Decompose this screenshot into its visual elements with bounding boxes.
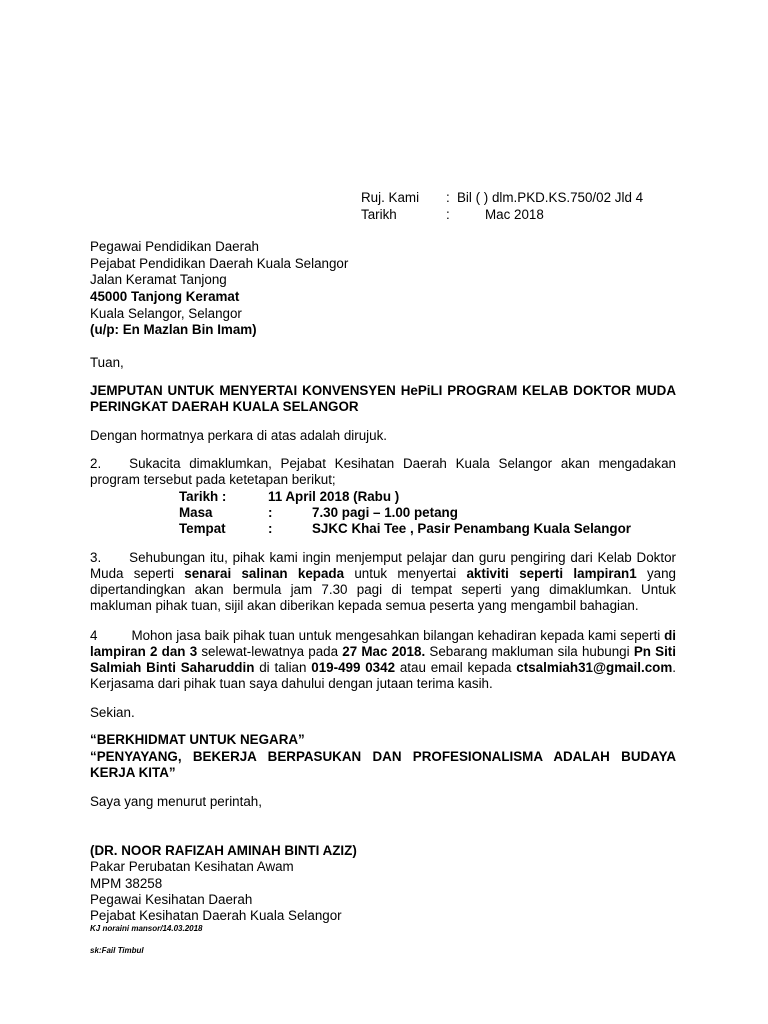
paragraph-4-text-5: atau email kepada: [395, 660, 517, 675]
paragraph-3-number: 3.: [90, 550, 102, 565]
paragraph-4-text-1: Mohon jasa baik pihak tuan untuk mengesahkan bilangan kehadiran kepada kami seperti: [131, 628, 665, 643]
paragraph-4-text-6: . Kerjasama dari pihak tuan saya dahului dengan jutaan terima kasih.: [90, 660, 676, 691]
paragraph-4-bold-3: Pn Siti Salmiah Binti Saharuddin: [90, 644, 676, 675]
ref-value: Bil ( ) dlm.PKD.KS.750/02 Jld 4: [457, 190, 644, 205]
address-line-2: Pejabat Pendidikan Daerah Kuala Selangor: [90, 256, 349, 271]
signatory-mpm: MPM 38258: [90, 876, 163, 891]
signatory-name: (DR. NOOR RAFIZAH AMINAH BINTI AZIZ): [90, 843, 357, 858]
paragraph-4: [90, 628, 676, 692]
paragraph-2: [90, 456, 676, 488]
paragraph-4-bold-2: 27 Mac 2018.: [342, 644, 426, 659]
event-time-colon: :: [268, 505, 273, 520]
attention-line: (u/p: En Mazlan Bin Imam): [90, 322, 257, 337]
copy-note: sk:Fail Timbul: [90, 946, 144, 955]
paragraph-4-text-4: di talian: [254, 660, 312, 675]
date-value: Mac 2018: [485, 207, 544, 222]
salutation: Tuan,: [90, 355, 124, 370]
address-line-3: Jalan Keramat Tanjong: [90, 272, 227, 287]
motto-line-1: “BERKHIDMAT UNTUK NEGARA”: [90, 732, 305, 747]
motto-line-2: “PENYAYANG, BEKERJA BERPASUKAN DAN PROFESIONALISMA ADALAH BUDAYA KERJA KITA”: [90, 749, 676, 780]
ref-label: Ruj. Kami: [361, 190, 420, 205]
signatory-office: Pejabat Kesihatan Daerah Kuala Selangor: [90, 908, 342, 923]
paragraph-2-text: Sukacita dimaklumkan, Pejabat Kesihatan Daerah Kuala Selangor akan mengadakan program tersebut pada ketetapan berikut;: [90, 456, 676, 487]
reference-initials: KJ noraini mansor/14.03.2018: [90, 924, 203, 933]
ref-colon: :: [446, 190, 450, 205]
paragraph-3-text-2: untuk menyertai: [344, 566, 467, 581]
address-line-5: Kuala Selangor, Selangor: [90, 306, 242, 321]
paragraph-2-number: 2.: [90, 456, 102, 471]
event-time-label: Masa: [179, 505, 213, 520]
paragraph-4-text-2: selewat-lewatnya pada: [197, 644, 343, 659]
event-venue-colon: :: [268, 521, 273, 536]
paragraph-4-text-3: Sebarang makluman sila hubungi: [425, 644, 634, 659]
signatory-title: Pakar Perubatan Kesihatan Awam: [90, 859, 294, 874]
paragraph-4-bold-1: di lampiran 2 dan 3: [90, 628, 676, 659]
signatory-position: Pegawai Kesihatan Daerah: [90, 892, 253, 907]
address-line-1: Pegawai Pendidikan Daerah: [90, 239, 259, 254]
date-colon: :: [446, 207, 450, 222]
date-label: Tarikh: [361, 207, 397, 222]
paragraph-4-number: 4: [90, 628, 98, 643]
closing-word: Sekian.: [90, 705, 135, 720]
event-time-value: 7.30 pagi – 1.00 petang: [312, 505, 458, 520]
address-line-4: 45000 Tanjong Keramat: [90, 289, 240, 304]
paragraph-3-bold-2: aktiviti seperti lampiran1: [466, 566, 637, 581]
paragraph-4-bold-4: 019-499 0342: [311, 660, 396, 675]
event-venue-value: SJKC Khai Tee , Pasir Penambang Kuala Selangor: [312, 521, 631, 536]
paragraph-3: [90, 550, 676, 614]
paragraph-3-text-1: Sehubungan itu, pihak kami ingin menjemput pelajar dan guru pengiring dari Kelab Doktor Muda seperti: [90, 550, 676, 581]
event-date-label: Tarikh :: [179, 489, 227, 504]
paragraph-3-bold-1: senarai salinan kepada: [184, 566, 345, 581]
sign-off: Saya yang menurut perintah,: [90, 794, 262, 809]
opening-line: Dengan hormatnya perkara di atas adalah dirujuk.: [90, 428, 388, 443]
event-venue-label: Tempat: [179, 521, 226, 536]
paragraph-3-text-3: yang dipertandingkan akan bermula jam 7.30 pagi di tempat seperti yang dimaklumkan. Untuk makluman pihak tuan, sijil akan diberikan kepada semua peserta yang mengambil bahagian.: [90, 566, 676, 613]
paragraph-4-bold-5: ctsalmiah31@gmail.com: [516, 660, 673, 675]
subject-heading: JEMPUTAN UNTUK MENYERTAI KONVENSYEN HePiLI PROGRAM KELAB DOKTOR MUDA PERINGKAT DAERAH KUALA SELANGOR: [90, 383, 676, 414]
event-date-value: 11 April 2018 (Rabu ): [268, 489, 400, 504]
